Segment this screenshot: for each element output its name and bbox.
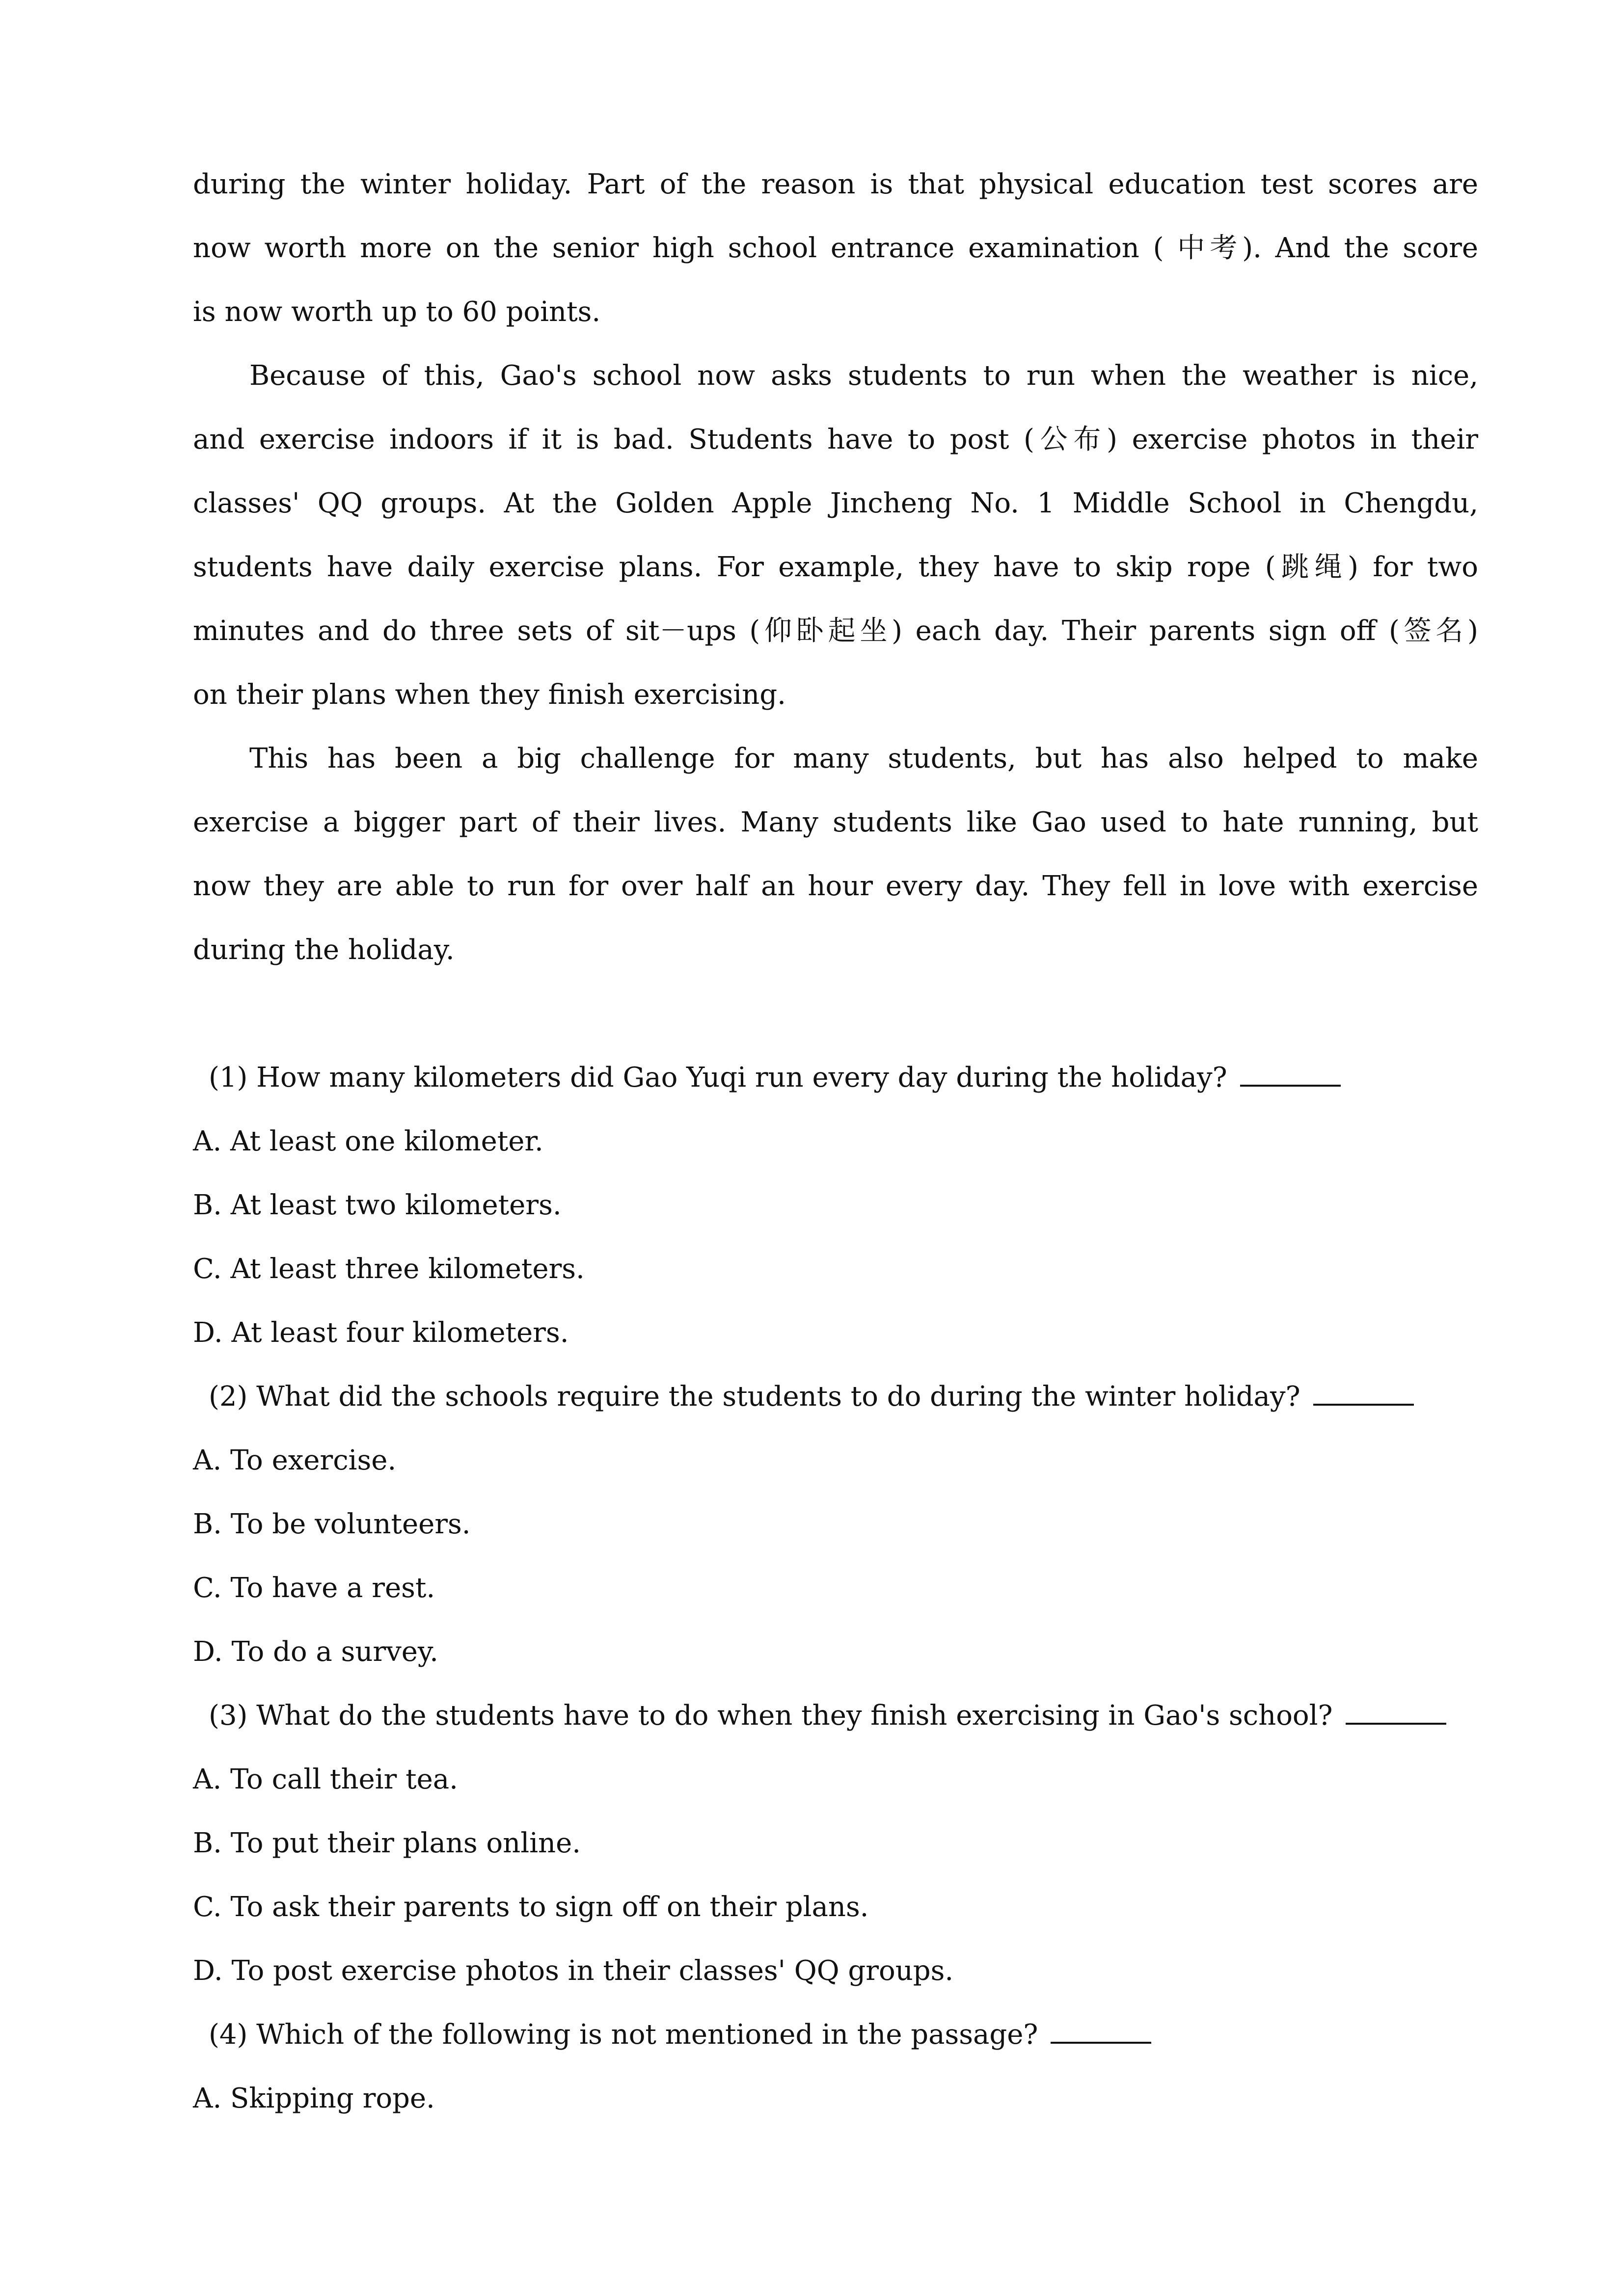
passage-p3-line-4: during the holiday. (193, 934, 455, 966)
question-2-option-c: C. To have a rest. (193, 1572, 435, 1604)
question-3-text: (3) What do the students have to do when they finish exercising in Gao's school? (209, 1700, 1333, 1732)
question-4-option-a: A. Skipping rope. (193, 2082, 435, 2114)
answer-blank-1[interactable] (1240, 1059, 1341, 1087)
passage-p1-line-3: is now worth up to 60 points. (193, 296, 601, 328)
question-2-option-d: D. To do a survey. (193, 1636, 438, 1668)
passage-p2-line-2: and exercise indoors if it is bad. Students have to post (公布) exercise photos in their (193, 424, 1478, 455)
passage-p1-line-1: during the winter holiday. Part of the reason is that physical education test scores are (193, 168, 1478, 200)
question-2-text: (2) What did the schools require the students to do during the winter holiday? (209, 1381, 1300, 1413)
question-2-stem (209, 1377, 1414, 1416)
answer-blank-4[interactable] (1051, 2016, 1151, 2044)
answer-blank-2[interactable] (1313, 1378, 1414, 1406)
passage-p2-line-1: Because of this, Gao's school now asks students to run when the weather is nice, (249, 360, 1478, 392)
question-3-option-c: C. To ask their parents to sign off on their plans. (193, 1891, 869, 1923)
question-1-option-d: D. At least four kilometers. (193, 1317, 569, 1349)
passage-p3-line-3: now they are able to run for over half an hour every day. They fell in love with exercise (193, 870, 1478, 902)
question-1-option-b: B. At least two kilometers. (193, 1189, 562, 1221)
passage-p2-line-3: classes' QQ groups. At the Golden Apple Jincheng No. 1 Middle School in Chengdu, (193, 487, 1478, 519)
question-4-stem (209, 2015, 1151, 2055)
question-1-option-c: C. At least three kilometers. (193, 1253, 585, 1285)
question-1-text: (1) How many kilometers did Gao Yuqi run every day during the holiday? (209, 1062, 1227, 1094)
question-1-option-a: A. At least one kilometer. (193, 1125, 543, 1157)
passage-p2-line-4: students have daily exercise plans. For example, they have to skip rope (跳绳) for two (193, 551, 1478, 583)
answer-blank-3[interactable] (1346, 1697, 1446, 1725)
passage-p3-line-1: This has been a big challenge for many students, but has also helped to make (249, 743, 1478, 774)
question-4-text: (4) Which of the following is not mentioned in the passage? (209, 2019, 1038, 2051)
question-2-option-a: A. To exercise. (193, 1444, 397, 1476)
passage-p1-line-2: now worth more on the senior high school entrance examination ( 中考). And the score (193, 232, 1478, 264)
question-3-option-a: A. To call their tea. (193, 1763, 458, 1795)
passage-p2-line-5: minutes and do three sets of sit－ups (仰卧起坐) each day. Their parents sign off (签名) (193, 615, 1478, 647)
passage-p2-line-6: on their plans when they finish exercising. (193, 679, 786, 711)
question-1-stem (209, 1058, 1341, 1097)
question-3-option-b: B. To put their plans online. (193, 1827, 581, 1859)
question-3-option-d: D. To post exercise photos in their classes' QQ groups. (193, 1955, 954, 1987)
question-3-stem (209, 1696, 1446, 1735)
question-2-option-b: B. To be volunteers. (193, 1508, 471, 1540)
passage-p3-line-2: exercise a bigger part of their lives. Many students like Gao used to hate running, but (193, 806, 1478, 838)
